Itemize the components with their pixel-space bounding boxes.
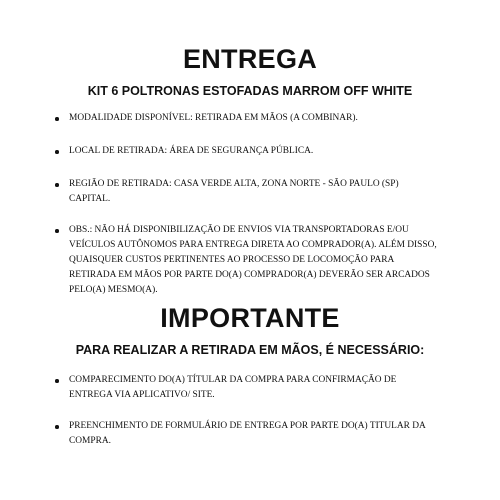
bullet-icon	[55, 150, 59, 154]
bullet-icon	[55, 183, 59, 187]
list-item	[0, 177, 441, 207]
list-item-text: COMPARECIMENTO DO(A) TÍTULAR DA COMPRA PARA CONFIRMAÇÃO DE ENTREGA VIA APLICATIVO/ SITE.	[69, 375, 397, 400]
bullet-icon	[55, 425, 59, 429]
list-item-text: LOCAL DE RETIRADA: ÁREA DE SEGURANÇA PÚBLICA.	[69, 146, 314, 156]
entrega-list	[0, 111, 441, 298]
list-item-text: PREENCHIMENTO DE FORMULÁRIO DE ENTREGA POR PARTE DO(A) TITULAR DA COMPRA.	[69, 421, 426, 446]
list-item-text: MODALIDADE DISPONÍVEL: RETIRADA EM MÃOS (A COMBINAR).	[69, 113, 358, 123]
list-item-text: REGIÃO DE RETIRADA: CASA VERDE ALTA, ZONA NORTE - SÃO PAULO (SP) CAPITAL.	[69, 179, 399, 204]
importante-subtitle: PARA REALIZAR A RETIRADA EM MÃOS, É NECESSÁRIO:	[75, 343, 425, 357]
product-subtitle: KIT 6 POLTRONAS ESTOFADAS MARROM OFF WHITE	[87, 84, 413, 98]
bullet-icon	[55, 117, 59, 121]
list-item	[0, 223, 441, 298]
list-item-text: OBS.: NÃO HÁ DISPONIBILIZAÇÃO DE ENVIOS VIA TRANSPORTADORAS E/OU VEÍCULOS AUTÔNOMOS PARA ENTREGA DIRETA AO COMPRADOR(A). ALÉM DISSO, QUAISQUER CUSTOS PERTINENTES AO PROCESSO DE LOCOMOÇÃO PARA RETIRADA EM MÃOS POR PARTE DO(A) COMPRADOR(A) DEVERÃO SER ARCADOS PELO(A) MESMO(A).	[69, 225, 437, 295]
entrega-title: ENTREGA	[182, 44, 318, 74]
list-item	[0, 419, 441, 449]
bullet-icon	[55, 229, 59, 233]
importante-list	[0, 373, 441, 449]
list-item	[0, 111, 441, 126]
list-item	[0, 144, 441, 159]
list-item	[0, 373, 441, 403]
bullet-icon	[55, 379, 59, 383]
importante-title: IMPORTANTE	[160, 303, 340, 333]
